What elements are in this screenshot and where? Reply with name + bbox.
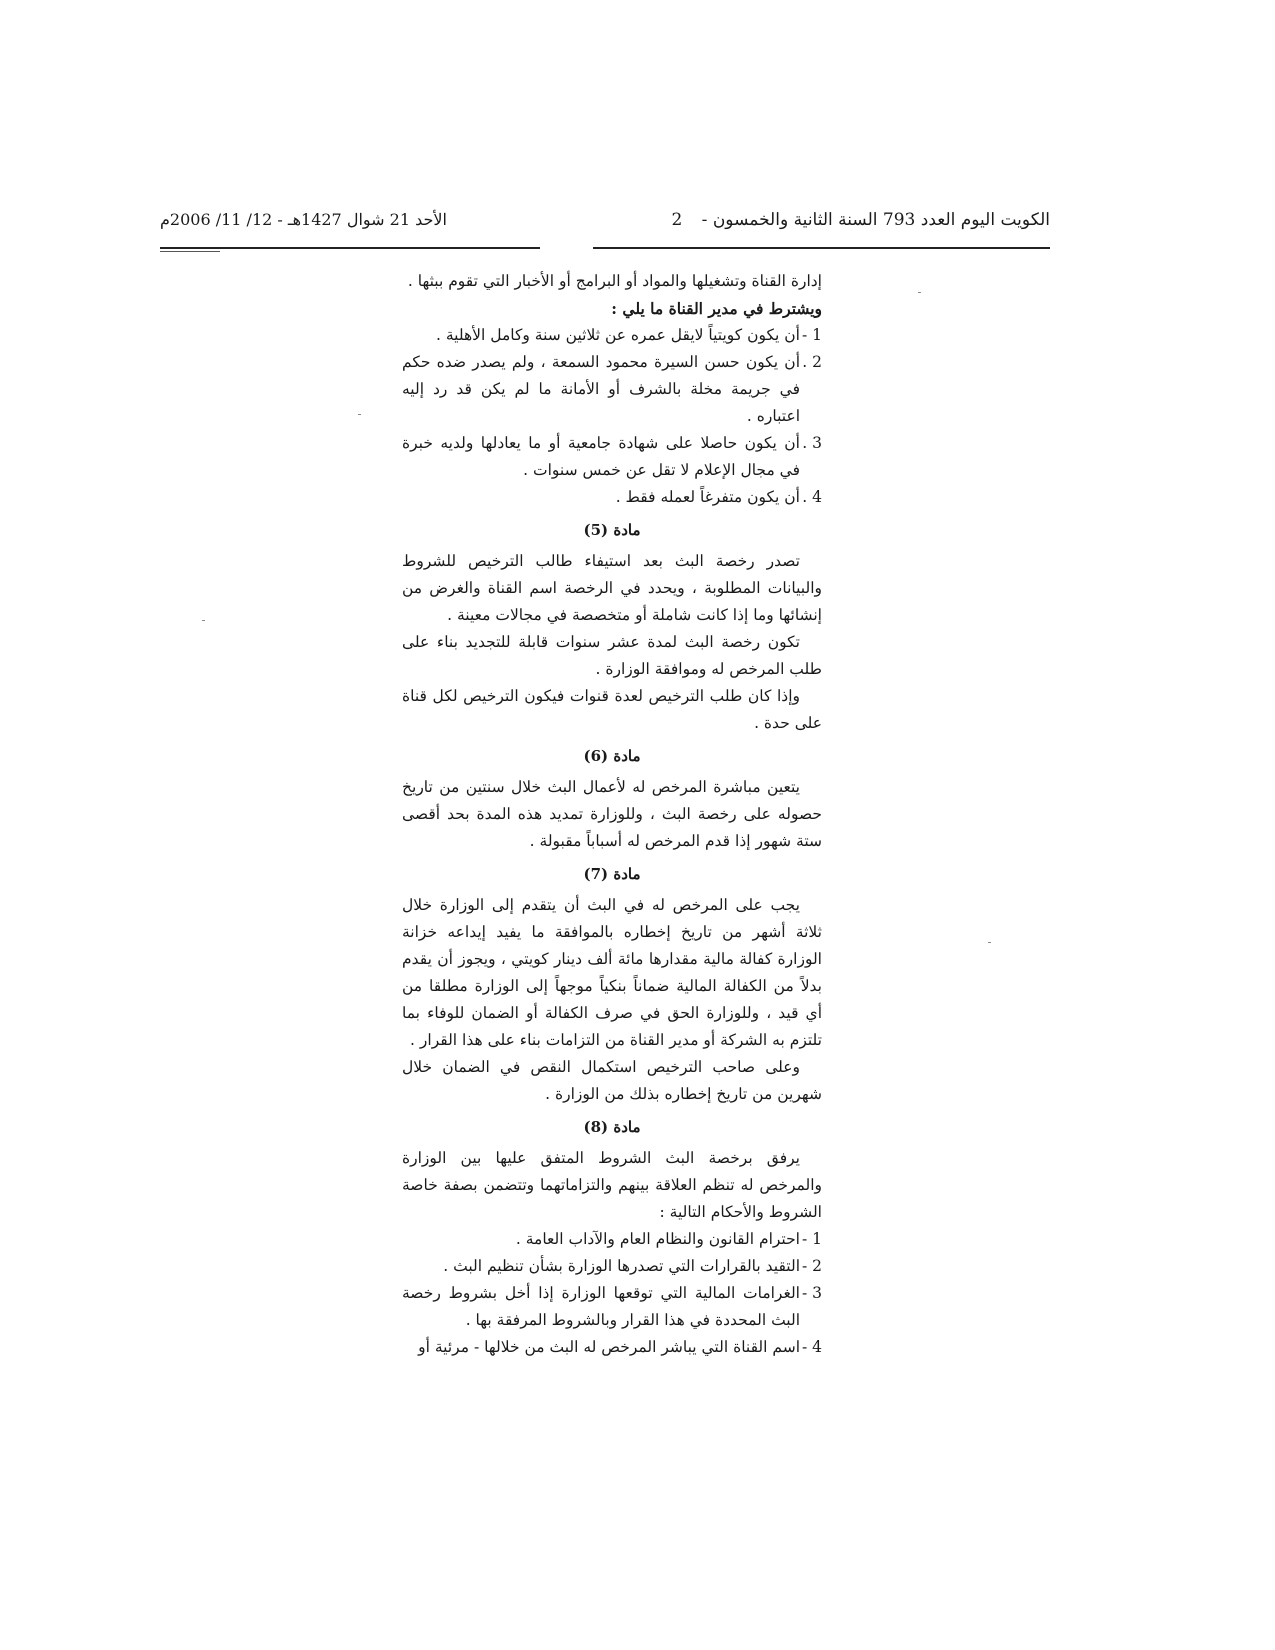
list-item-text: أن يكون حسن السيرة محمود السمعة ، ولم يصدر ضده حكم في جريمة مخلة بالشرف أو الأمانة ما لم يكن قد رد إليه اعتباره . (402, 353, 800, 425)
list-item-text: التقيد بالقرارات التي تصدرها الوزارة بشأن تنظيم البث . (443, 1257, 800, 1275)
list-item-number: 3 . (802, 434, 822, 452)
article-5-paragraph: تكون رخصة البث لمدة عشر سنوات قابلة للتجديد بناء على طلب المرخص له وموافقة الوزارة . (402, 633, 822, 678)
article-5-paragraph: وإذا كان طلب الترخيص لعدة قنوات فيكون الترخيص لكل قناة على حدة . (402, 687, 822, 732)
list-item-text: الغرامات المالية التي توقعها الوزارة إذا أخل بشروط رخصة البث المحددة في هذا القرار وبالشروط المرفقة بها . (402, 1284, 800, 1329)
header-rule-right (593, 247, 1050, 249)
list-item-number: 1 - (801, 1230, 822, 1248)
list-item-number: 1 - (801, 326, 822, 344)
header-rule-left (160, 247, 540, 249)
list-item (402, 1253, 822, 1280)
article-7-title: مادة (7) (583, 865, 641, 883)
article-6-paragraph: يتعين مباشرة المرخص له لأعمال البث خلال سنتين من تاريخ حصوله على رخصة البث ، وللوزارة تمديد هذه المدة بحد أقصى ستة شهور إذا قدم المرخص له أسباباً مقبولة . (402, 778, 822, 850)
article-7-paragraph: يجب على المرخص له في البث أن يتقدم إلى الوزارة خلال ثلاثة أشهر من تاريخ إخطاره بالموافقة ما يفيد إيداعه خزانة الوزارة كفالة مالية مقدارها مائة ألف دينار كويتي ، ويجوز أن يقدم بدلاً من الكفالة المالية ضماناً بنكياً موجهاً إلى الوزارة مطلقا من أي قيد ، وللوزارة الحق في صرف الكفالة أو الضمان للوفاء بما تلتزم به الشركة أو مدير القناة من التزامات بناء على هذا القرار . (402, 896, 822, 1049)
list-item (402, 430, 822, 484)
header-rule-short (160, 251, 220, 252)
list-item-text: احترام القانون والنظام العام والآداب العامة . (515, 1230, 800, 1248)
list-item (402, 349, 822, 430)
list-item (402, 1226, 822, 1253)
requirements-heading: ويشترط في مدير القناة ما يلي : (611, 299, 822, 318)
article-8-title: مادة (8) (583, 1118, 641, 1136)
list-item (402, 1280, 822, 1334)
list-item-number: 2 - (801, 1257, 822, 1275)
list-item-number: 4 - (801, 1338, 822, 1356)
header-date: الأحد 21 شوال 1427هـ - 12/ 11/ 2006م (160, 210, 447, 229)
list-item-text: أن يكون كويتياً لايقل عمره عن ثلاثين سنة وكامل الأهلية . (436, 326, 800, 344)
list-item (402, 484, 822, 511)
scan-speck (988, 942, 991, 943)
text-column (402, 268, 822, 1361)
article-5-paragraph: تصدر رخصة البث بعد استيفاء طالب الترخيص للشروط والبيانات المطلوبة ، ويحدد في الرخصة اسم القناة والغرض من إنشائها وما إذا كانت شاملة أو متخصصة في مجالات معينة . (402, 552, 822, 624)
page-number: 2 (671, 210, 683, 230)
list-item-text: أن يكون حاصلا على شهادة جامعية أو ما يعادلها ولديه خبرة في مجال الإعلام لا تقل عن خمس سنوات . (402, 434, 800, 479)
article-5-title: مادة (5) (583, 521, 641, 539)
list-item-number: 2 . (802, 353, 822, 371)
article-8-intro: يرفق برخصة البث الشروط المتفق عليها بين الوزارة والمرخص له تنظم العلاقة بينهم والتزاماتهما وتتضمن بصفة خاصة الشروط والأحكام التالية : (402, 1149, 822, 1221)
list-item-text: أن يكون متفرغاً لعمله فقط . (615, 488, 800, 506)
article-8-list (402, 1226, 822, 1361)
list-item-number: 3 - (801, 1284, 822, 1302)
article-7-paragraph: وعلى صاحب الترخيص استكمال النقص في الضمان خلال شهرين من تاريخ إخطاره بذلك من الوزارة . (402, 1058, 822, 1103)
scan-speck (358, 414, 361, 415)
list-item-number: 4 . (802, 488, 822, 506)
page-header (160, 210, 1050, 242)
list-item-text: اسم القناة التي يباشر المرخص له البث من خلالها - مرئية أو (418, 1338, 800, 1356)
scan-speck (918, 292, 921, 293)
article-6-title: مادة (6) (583, 747, 641, 765)
list-item (402, 1334, 822, 1361)
requirements-list (402, 322, 822, 511)
header-publication (671, 210, 1050, 230)
list-item (402, 322, 822, 349)
publication-title: الكويت اليوم العدد 793 السنة الثانية والخمسون - (701, 210, 1050, 230)
scan-speck (202, 620, 205, 621)
intro-paragraph: إدارة القناة وتشغيلها والمواد أو البرامج أو الأخبار التي تقوم ببثها . (407, 272, 822, 290)
